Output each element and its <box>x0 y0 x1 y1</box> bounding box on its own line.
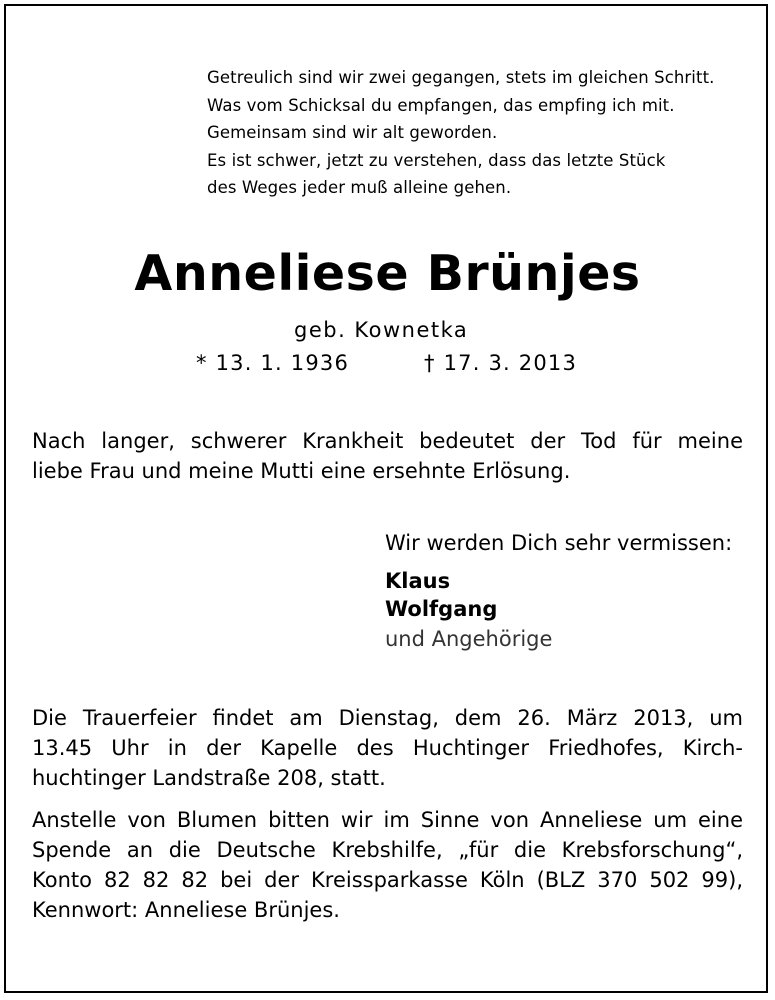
poem-line: des Weges jeder muß alleine gehen. <box>207 178 512 197</box>
funeral-line: huchtinger Landstraße 208, statt. <box>32 766 386 790</box>
relatives-text: und Angehörige <box>385 627 553 651</box>
maiden-name: geb. Kownetka <box>294 318 469 342</box>
birth-date: * 13. 1. 1936 <box>196 351 350 375</box>
announcement-text <box>32 426 743 486</box>
memorial-poem <box>207 64 714 202</box>
poem-line: Was vom Schicksal du empfangen, das empfing ich mit. <box>207 95 675 115</box>
funeral-line: 13.45 Uhr in der Kapelle des Huchtinger Friedhofes, Kirch- <box>32 736 743 760</box>
announcement-line: liebe Frau und meine Mutti eine ersehnte Erlösung. <box>32 459 571 483</box>
donation-info <box>32 805 743 925</box>
farewell-text: Wir werden Dich sehr vermissen: <box>385 531 733 555</box>
poem-line: Getreulich sind wir zwei gegangen, stets im gleichen Schritt. <box>207 68 715 87</box>
donation-line: Konto 82 82 82 bei der Kreissparkasse Köln (BLZ 370 502 99), <box>32 868 743 892</box>
mourner-name: Klaus <box>385 569 451 593</box>
donation-line: Anstelle von Blumen bitten wir im Sinne von Anneliese um eine <box>32 808 743 832</box>
funeral-line: Die Trauerfeier findet am Dienstag, dem 26. März 2013, um <box>32 706 743 730</box>
mourner-name: Wolfgang <box>385 597 498 621</box>
funeral-info <box>32 703 743 793</box>
donation-line: Spende an die Deutsche Krebshilfe, „für die Krebsforschung“, <box>32 838 743 862</box>
announcement-line: Nach langer, schwerer Krankheit bedeutet der Tod für meine <box>32 429 743 453</box>
deceased-name: Anneliese Brünjes <box>134 245 641 302</box>
donation-line: Kennwort: Anneliese Brünjes. <box>32 898 340 922</box>
poem-line: Es ist schwer, jetzt zu verstehen, dass das letzte Stück <box>207 150 666 170</box>
poem-line: Gemeinsam sind wir alt geworden. <box>207 123 498 142</box>
death-date: † 17. 3. 2013 <box>424 351 578 375</box>
